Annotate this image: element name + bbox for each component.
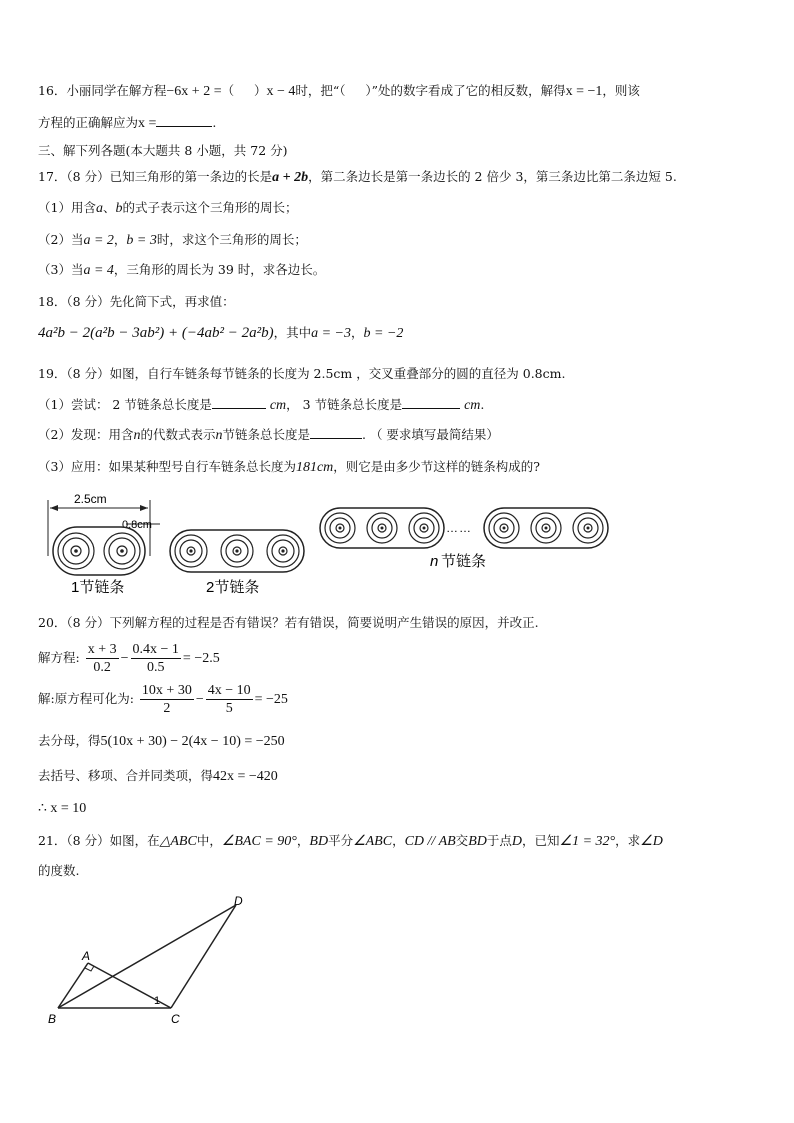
frac4-den: 5 — [225, 701, 233, 716]
q21-text-b: 中， — [196, 833, 222, 848]
q21-text-f: ，已知 — [522, 833, 560, 848]
q21-text-e: 于点 — [486, 833, 512, 848]
frac4-num: 4x − 10 — [207, 683, 251, 698]
q19-part3-text: （3）应用：如果某种型号自行车链条总长度为 — [38, 459, 296, 474]
q20-step3-label: 去括号、移项、合并同类项，得 — [38, 768, 214, 783]
q20-rhs: = −2.5 — [182, 651, 220, 666]
q16-period: . — [212, 115, 217, 130]
q16-line2 — [38, 114, 216, 133]
q21-angle-abc: ∠ABC — [353, 834, 393, 849]
q19-blank-2links[interactable] — [212, 396, 266, 409]
q20-step2-label: 去分母，得 — [38, 733, 101, 748]
q20-minus: − — [120, 651, 129, 666]
q21-angle-bac: ∠BAC = 90° — [221, 834, 297, 849]
q20-step1 — [38, 681, 288, 718]
q19-part2-text-c: 节链条总长度是 — [222, 427, 310, 442]
frac3-den: 2 — [163, 701, 171, 716]
q17-var-b: b — [115, 201, 123, 216]
q21-angle-1: ∠1 = 32° — [559, 834, 616, 849]
frac1-den: 0.2 — [93, 660, 111, 675]
q17-line1 — [38, 168, 677, 187]
caption-n-var: n — [430, 553, 439, 570]
q18-text: ，其中 — [273, 325, 312, 340]
q17-part1-text: （1）用含 — [38, 200, 96, 215]
q18-line2 — [38, 324, 403, 343]
triangle-figure — [38, 890, 268, 1040]
q16-var: x = — [138, 116, 157, 131]
q21-sep1: ， — [296, 833, 310, 848]
q19-part1 — [38, 396, 484, 415]
caption-two-links: 2节链条 — [206, 579, 260, 596]
q17-sep: 、 — [102, 200, 116, 215]
q18-line1: 18．（8 分）先化简下式，再求值： — [38, 294, 235, 309]
q16-text-b: 时，把“（ — [295, 83, 346, 98]
q19-var-n-b: n — [215, 428, 223, 443]
q17-text-b: ，第二条边长是第一条边长的 2 倍少 3，第三条边比第二条边短 5. — [308, 169, 677, 184]
q20-equation — [38, 640, 220, 677]
frac1-num: x + 3 — [87, 642, 117, 657]
q19-blank-nlinks[interactable] — [310, 426, 362, 439]
q19-line1: 19．（8 分）如图，自行车链条每节链条的长度为 2.5cm ，交叉重叠部分的圆的直径为 0.8cm. — [38, 366, 566, 381]
q20-label: 解方程: — [38, 650, 80, 665]
q21-triangle: △ABC — [159, 834, 197, 849]
q20-step1-rhs: = −25 — [254, 692, 288, 707]
q17-part3-text: （3）当 — [38, 262, 84, 277]
q16-equation-right: x − 4 — [266, 84, 296, 99]
q17-part1 — [38, 199, 297, 218]
frac2-den: 0.5 — [146, 660, 165, 675]
q19-part1-text-b: ， 3 节链条总长度是 — [286, 397, 403, 412]
q16-paren-open: （ — [221, 83, 235, 98]
q19-unit-b: cm — [464, 398, 481, 413]
q20-fraction-3 — [140, 682, 194, 717]
q17-part3-eq: a = 4 — [83, 263, 114, 278]
chain-n-links — [320, 508, 608, 570]
q17-part1-text-b: 的式子表示这个三角形的周长； — [122, 200, 298, 215]
q21-bd-b: BD — [468, 834, 487, 849]
label-a: A — [82, 949, 91, 963]
q17-part3-text-b: ，三角形的周长为 39 时，求各边长。 — [113, 262, 326, 277]
q20-step2-eq: 5(10x + 30) − 2(4x − 10) = −250 — [100, 734, 285, 749]
q19-total-length: 181cm — [295, 460, 334, 475]
chain-one-link — [48, 492, 160, 596]
q19-part2-text-d: . （ 要求填写最简结果） — [362, 427, 499, 442]
q19-part2-text: （2）发现：用含 — [38, 427, 134, 442]
q21-cd-parallel-ab: CD // AB — [404, 834, 456, 849]
q21-text-d: 交 — [455, 833, 469, 848]
q17-text: 17．（8 分）已知三角形的第一条边的长是 — [38, 169, 273, 184]
q19-period: . — [480, 397, 485, 412]
q20-minus-b: − — [195, 692, 204, 707]
q17-part2-text: （2）当 — [38, 232, 84, 247]
q19-part3 — [38, 458, 540, 477]
q16-text-c: ）”处的数字看成了它的相反数，解得 — [365, 83, 566, 98]
q16-line1 — [38, 82, 640, 101]
q16-text-e: 方程的正确解应为 — [38, 115, 139, 130]
q18-value-a: a = −3 — [311, 326, 351, 341]
q16-text-d: ，则该 — [602, 83, 640, 98]
label-d: D — [234, 894, 243, 908]
q18-value-b: b = −2 — [363, 326, 404, 341]
q17-part3 — [38, 261, 325, 280]
q17-part2-sep: ， — [113, 232, 127, 247]
label-angle-1: 1 — [154, 995, 161, 1007]
q21-line2: 的度数. — [38, 863, 80, 878]
q21-text-c: 平分 — [328, 833, 354, 848]
label-c: C — [171, 1012, 180, 1026]
chain-diameter-label: 0.8cm — [122, 519, 152, 531]
q16-equation-left: −6x + 2 = — [166, 84, 222, 99]
label-b: B — [48, 1012, 57, 1026]
segment-cd — [171, 905, 236, 1008]
q21-line1 — [38, 832, 663, 851]
q17-expression: a + 2b — [272, 170, 309, 185]
q20-fraction-2 — [131, 641, 181, 676]
q20-step4: ∴ x = 10 — [38, 801, 87, 816]
q17-part2 — [38, 231, 307, 250]
q16-answer-blank[interactable] — [156, 114, 212, 127]
q20-step2 — [38, 732, 285, 751]
chain-two-links — [170, 530, 304, 596]
q19-part2-text-b: 的代数式表示 — [140, 427, 216, 442]
caption-n-links: 节链条 — [441, 553, 487, 570]
q21-point-d: D — [511, 834, 522, 849]
q16-solution: x = −1 — [565, 84, 603, 99]
q19-part1-text: （1）尝试： 2 节链条总长度是 — [38, 397, 212, 412]
q18-sep: ， — [351, 325, 364, 340]
q19-var-n: n — [133, 428, 141, 443]
q19-part2 — [38, 426, 499, 445]
q20-step3-eq: 42x = −420 — [213, 769, 278, 784]
frac2-num: 0.4x − 1 — [132, 642, 179, 657]
q21-sep2: ， — [392, 833, 405, 848]
q17-part2-eq1: a = 2 — [83, 233, 114, 248]
q16-paren-close: ） — [253, 83, 267, 98]
chain-figure — [38, 486, 618, 602]
q17-part2-text-b: 时，求这个三角形的周长； — [156, 232, 307, 247]
chain-ellipsis: …… — [446, 521, 472, 535]
q18-expression: 4a²b − 2(a²b − 3ab²) + (−4ab² − 2a²b) — [38, 325, 274, 341]
q20-step3 — [38, 767, 278, 786]
q19-blank-3links[interactable] — [402, 396, 460, 409]
q20-fraction-1 — [86, 641, 119, 676]
q20-fraction-4 — [206, 682, 253, 717]
q21-bd: BD — [309, 834, 329, 849]
caption-one-link: 1节链条 — [71, 579, 125, 596]
q21-angle-d: ∠D — [640, 834, 663, 849]
section-heading: 三、解下列各题(本大题共 8 小题，共 72 分) — [38, 143, 288, 158]
q21-text-g: ，求 — [615, 833, 641, 848]
frac3-num: 10x + 30 — [141, 683, 192, 698]
q21-text: 21．（8 分）如图，在 — [38, 833, 160, 848]
q17-part2-eq2: b = 3 — [126, 233, 157, 248]
q17-var-a: a — [95, 201, 103, 216]
segment-ba — [58, 963, 88, 1008]
chain-length-label: 2.5cm — [74, 492, 107, 506]
q20-line1: 20．（8 分）下列解方程的过程是否有错误？若有错误，简要说明产生错误的原因，并改正. — [38, 615, 539, 630]
q20-step1-label: 解:原方程可化为: — [38, 691, 134, 706]
q19-unit: cm — [269, 398, 287, 413]
q19-part3-text-b: ，则它是由多少节这样的链条构成的? — [333, 459, 540, 474]
q16-text: 16．小丽同学在解方程 — [38, 83, 167, 98]
